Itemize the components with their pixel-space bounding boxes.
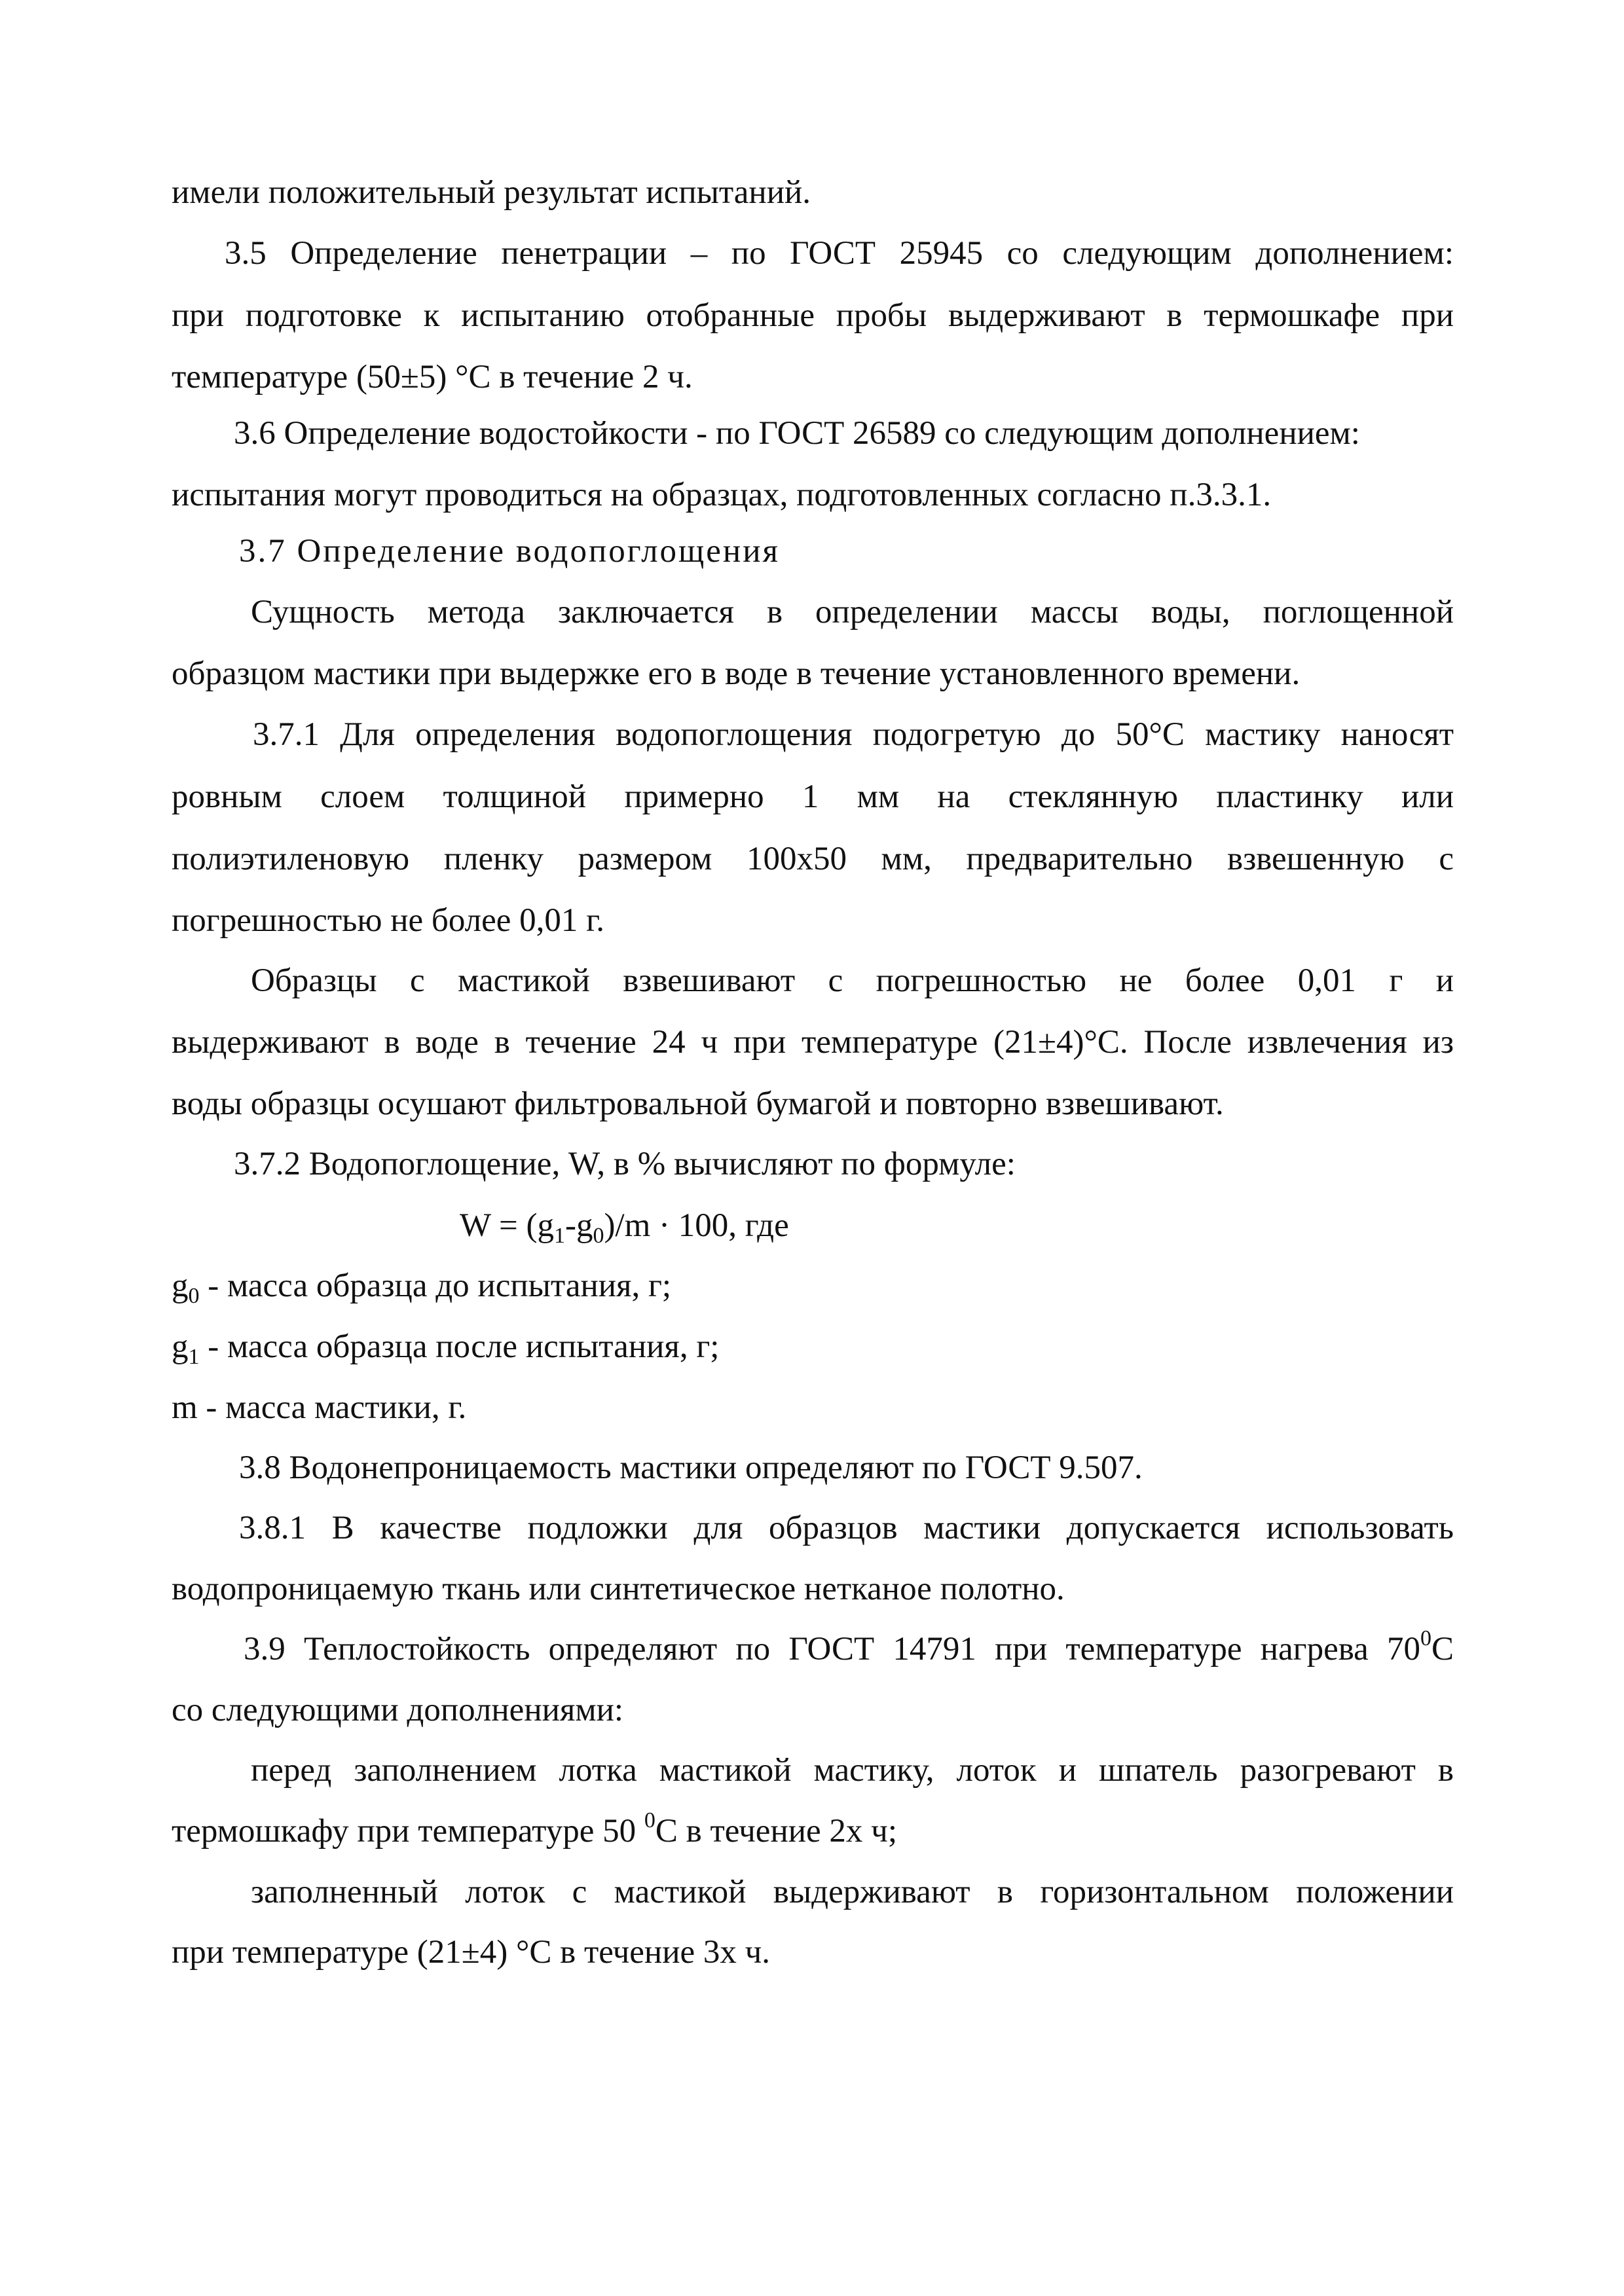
section-3-9-line-1 <box>244 1628 1454 1670</box>
variable-symbol: g <box>172 1328 189 1365</box>
variable-subscript: 1 <box>188 1345 200 1369</box>
section-3-9-line-3: перед заполнением лотка мастикой мастику, лоток и шпатель разогревают в <box>251 1752 1454 1789</box>
formula-part: -g <box>564 1207 593 1244</box>
section-3-8-1-line-2: водопроницаемую ткань или синтетическое нетканое полотно. <box>172 1571 1065 1607</box>
section-3-9-line-5: заполненный лоток с мастикой выдерживают в горизонтальном положении <box>251 1874 1454 1910</box>
section-3-7-heading: 3.7 Определение водопоглощения <box>239 533 780 570</box>
section-3-6-line-1: 3.6 Определение водостойкости - по ГОСТ 26589 со следующим дополнением: <box>234 415 1360 452</box>
section-3-9-text: термошкафу при температуре 50 <box>172 1813 644 1850</box>
definition-text: - масса образца до испытания, г; <box>199 1267 672 1304</box>
section-3-5-line-2: при подготовке к испытанию отобранные пробы выдерживают в термошкафе при <box>172 297 1454 334</box>
section-3-9-text: С <box>1431 1631 1454 1667</box>
formula-subscript: 1 <box>553 1224 565 1248</box>
section-3-7-line-1: Сущность метода заключается в определении массы воды, поглощенной <box>251 594 1454 630</box>
definition-m: m - масса мастики, г. <box>172 1389 467 1426</box>
definition-text: - масса образца после испытания, г; <box>199 1328 720 1365</box>
section-3-9-text: С в течение 2х ч; <box>655 1813 897 1850</box>
section-3-7-2-line: 3.7.2 Водопоглощение, W, в % вычисляют по формуле: <box>234 1146 1016 1182</box>
formula-part: W = (g <box>460 1207 554 1244</box>
variable-subscript: 0 <box>188 1284 200 1308</box>
section-3-5-line-1: 3.5 Определение пенетрации – по ГОСТ 25945 со следующим дополнением: <box>225 235 1454 272</box>
section-3-7-1-line-2: ровным слоем толщиной примерно 1 мм на стеклянную пластинку или <box>172 778 1454 815</box>
section-3-9-line-2: со следующими дополнениями: <box>172 1692 624 1728</box>
formula-subscript: 0 <box>593 1224 604 1248</box>
definition-g1 <box>172 1326 1454 1368</box>
section-3-5-line-3: температуре (50±5) °С в течение 2 ч. <box>172 359 693 395</box>
definition-g0 <box>172 1265 1454 1307</box>
section-3-7-1-line-6: выдерживают в воде в течение 24 ч при температуре (21±4)°С. После извлечения из <box>172 1024 1454 1061</box>
section-3-7-line-2: образцом мастики при выдержке его в воде в течение установленного времени. <box>172 655 1301 692</box>
section-3-9-line-6: при температуре (21±4) °С в течение 3х ч. <box>172 1934 771 1971</box>
section-3-7-1-line-3: полиэтиленовую пленку размером 100х50 мм, предварительно взвешенную с <box>172 841 1454 877</box>
section-3-8-line: 3.8 Водонепроницаемость мастики определяют по ГОСТ 9.507. <box>239 1449 1143 1486</box>
section-3-8-1-line-1: 3.8.1 В качестве подложки для образцов мастики допускается использовать <box>239 1510 1454 1546</box>
section-3-7-1-line-1: 3.7.1 Для определения водопоглощения подогретую до 50°С мастику наносят <box>253 716 1454 753</box>
formula <box>460 1205 1115 1247</box>
variable-symbol: g <box>172 1267 189 1304</box>
formula-part: )/m · 100, где <box>604 1207 789 1244</box>
section-3-7-1-line-7: воды образцы осушают фильтровальной бумагой и повторно взвешивают. <box>172 1085 1224 1122</box>
text-line: имели положительный результат испытаний. <box>172 174 811 211</box>
section-3-6-line-2: испытания могут проводиться на образцах, подготовленных согласно п.3.3.1. <box>172 477 1272 513</box>
degree-superscript: 0 <box>1420 1626 1431 1650</box>
section-3-9-line-4 <box>172 1810 1454 1852</box>
section-3-7-1-line-5: Образцы с мастикой взвешивают с погрешностью не более 0,01 г и <box>251 962 1454 999</box>
section-3-7-1-line-4: погрешностью не более 0,01 г. <box>172 902 605 939</box>
degree-superscript: 0 <box>644 1808 655 1832</box>
section-3-9-text: 3.9 Теплостойкость определяют по ГОСТ 14791 при температуре нагрева 70 <box>244 1631 1420 1667</box>
